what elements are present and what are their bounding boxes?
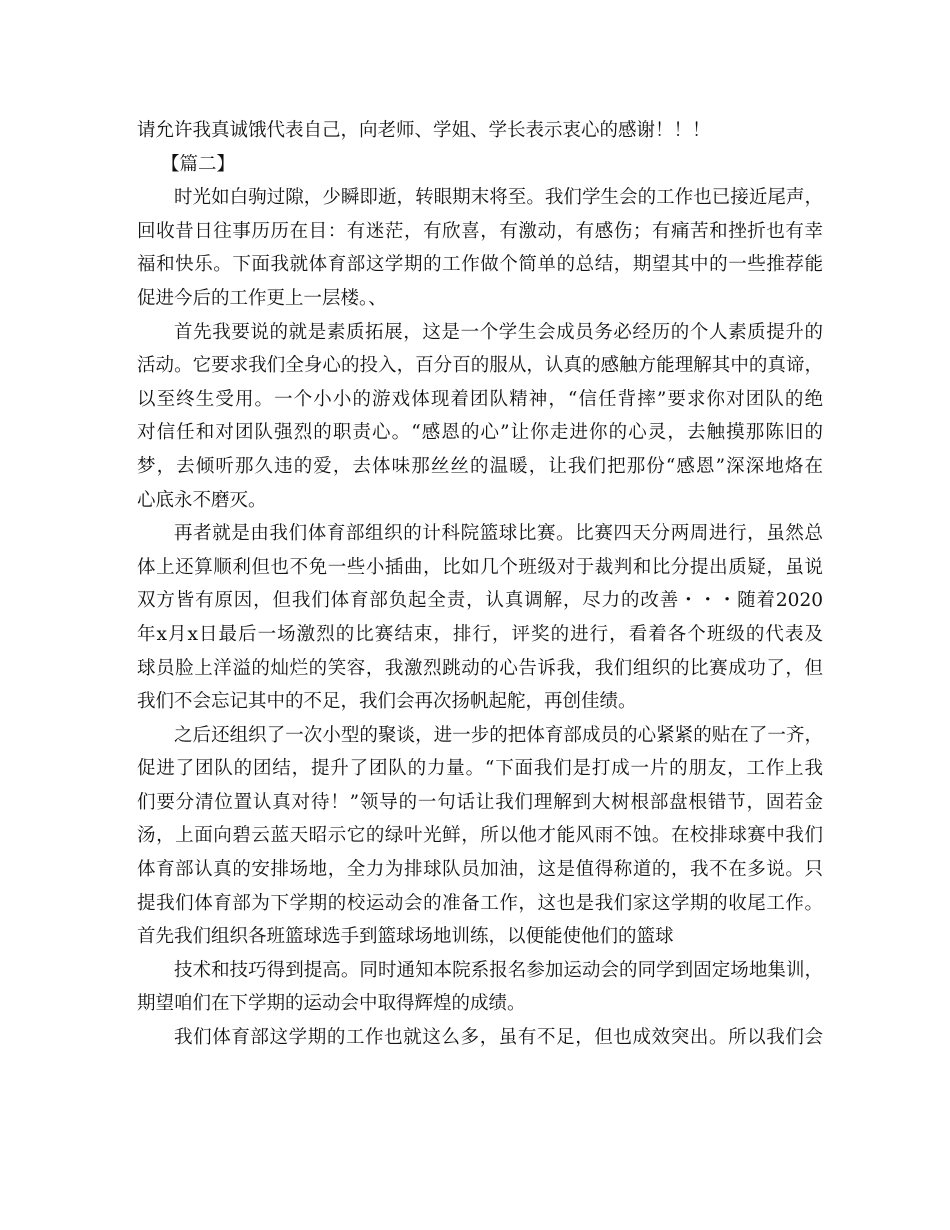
text-line: 促进今后的工作更上一层楼。、 — [137, 287, 387, 309]
text-line: 时光如白驹过隙，少瞬即逝，转眼期末将至。我们学生会的工作也已接近尾声， — [174, 187, 823, 209]
document-body — [137, 114, 823, 1055]
text-line: 之后还组织了一次小型的聚谈，进一步的把体育部成员的心紧紧的贴在了一齐， — [174, 724, 823, 746]
text-line: 双方皆有原因，但我们体育部负起全责，认真调解，尽力的改善・・・随着2020 — [137, 590, 823, 612]
text-line: 以至终生受用。一个小小的游戏体现着团队精神，“信任背摔”要求你对团队的绝 — [137, 388, 823, 410]
text-line: 请允许我真诚饿代表自己，向老师、学姐、学长表示衷心的感谢！！！ — [137, 120, 711, 141]
text-line: 首先我要说的就是素质拓展，这是一个学生会成员务必经历的个人素质提升的 — [174, 321, 823, 343]
text-line: 期望咱们在下学期的运动会中取得辉煌的成绩。 — [137, 993, 526, 1015]
text-line: 再者就是由我们体育部组织的计科院篮球比赛。比赛四天分两周进行，虽然总 — [174, 523, 823, 545]
text-line: 体上还算顺利但也不免一些小插曲，比如几个班级对于裁判和比分提出质疑，虽说 — [137, 556, 823, 578]
text-line: 球员脸上洋溢的灿烂的笑容，我激烈跳动的心告诉我，我们组织的比赛成功了，但 — [137, 657, 823, 679]
text-line: 汤，上面向碧云蓝天昭示它的绿叶光鲜，所以他才能风雨不蚀。在校排球赛中我们 — [137, 825, 823, 847]
text-line: 们要分清位置认真对待！”领导的一句话让我们理解到大树根部盘根错节，固若金 — [137, 791, 823, 813]
section-heading: 【篇二】 — [161, 153, 236, 175]
text-line: 梦，去倾听那久违的爱，去体味那丝丝的温暖，让我们把那份“感恩”深深地烙在 — [137, 455, 823, 477]
text-line: 我们不会忘记其中的不足，我们会再次扬帆起舵，再创佳绩。 — [137, 691, 637, 713]
text-line: 回收昔日往事历历在目：有迷茫，有欣喜，有激动，有感伤；有痛苦和挫折也有幸 — [137, 220, 823, 242]
text-line: 我们体育部这学期的工作也就这么多，虽有不足，但也成效突出。所以我们会 — [174, 1027, 823, 1049]
text-line: 首先我们组织各班篮球选手到篮球场地训练，以便能使他们的篮球 — [137, 926, 674, 948]
text-line: 年x月x日最后一场激烈的比赛结束，排行，评奖的进行，看着各个班级的代表及 — [137, 623, 823, 645]
text-line: 福和快乐。下面我就体育部这学期的工作做个简单的总结，期望其中的一些推荐能 — [137, 254, 823, 276]
text-line: 促进了团队的团结，提升了团队的力量。“下面我们是打成一片的朋友，工作上我 — [137, 758, 823, 780]
text-line: 体育部认真的安排场地，全力为排球队员加油，这是值得称道的，我不在多说。只 — [137, 859, 823, 881]
text-line: 技术和技巧得到提高。同时通知本院系报名参加运动会的同学到固定场地集训， — [174, 959, 823, 981]
text-line: 心底永不磨灭。 — [137, 489, 267, 511]
text-line: 对信任和对团队强烈的职责心。“感恩的心”让你走进你的心灵，去触摸那陈旧的 — [137, 422, 823, 444]
text-line: 活动。它要求我们全身心的投入，百分百的服从，认真的感触方能理解其中的真谛， — [137, 355, 823, 377]
text-line: 提我们体育部为下学期的校运动会的准备工作，这也是我们家这学期的收尾工作。 — [137, 892, 823, 914]
